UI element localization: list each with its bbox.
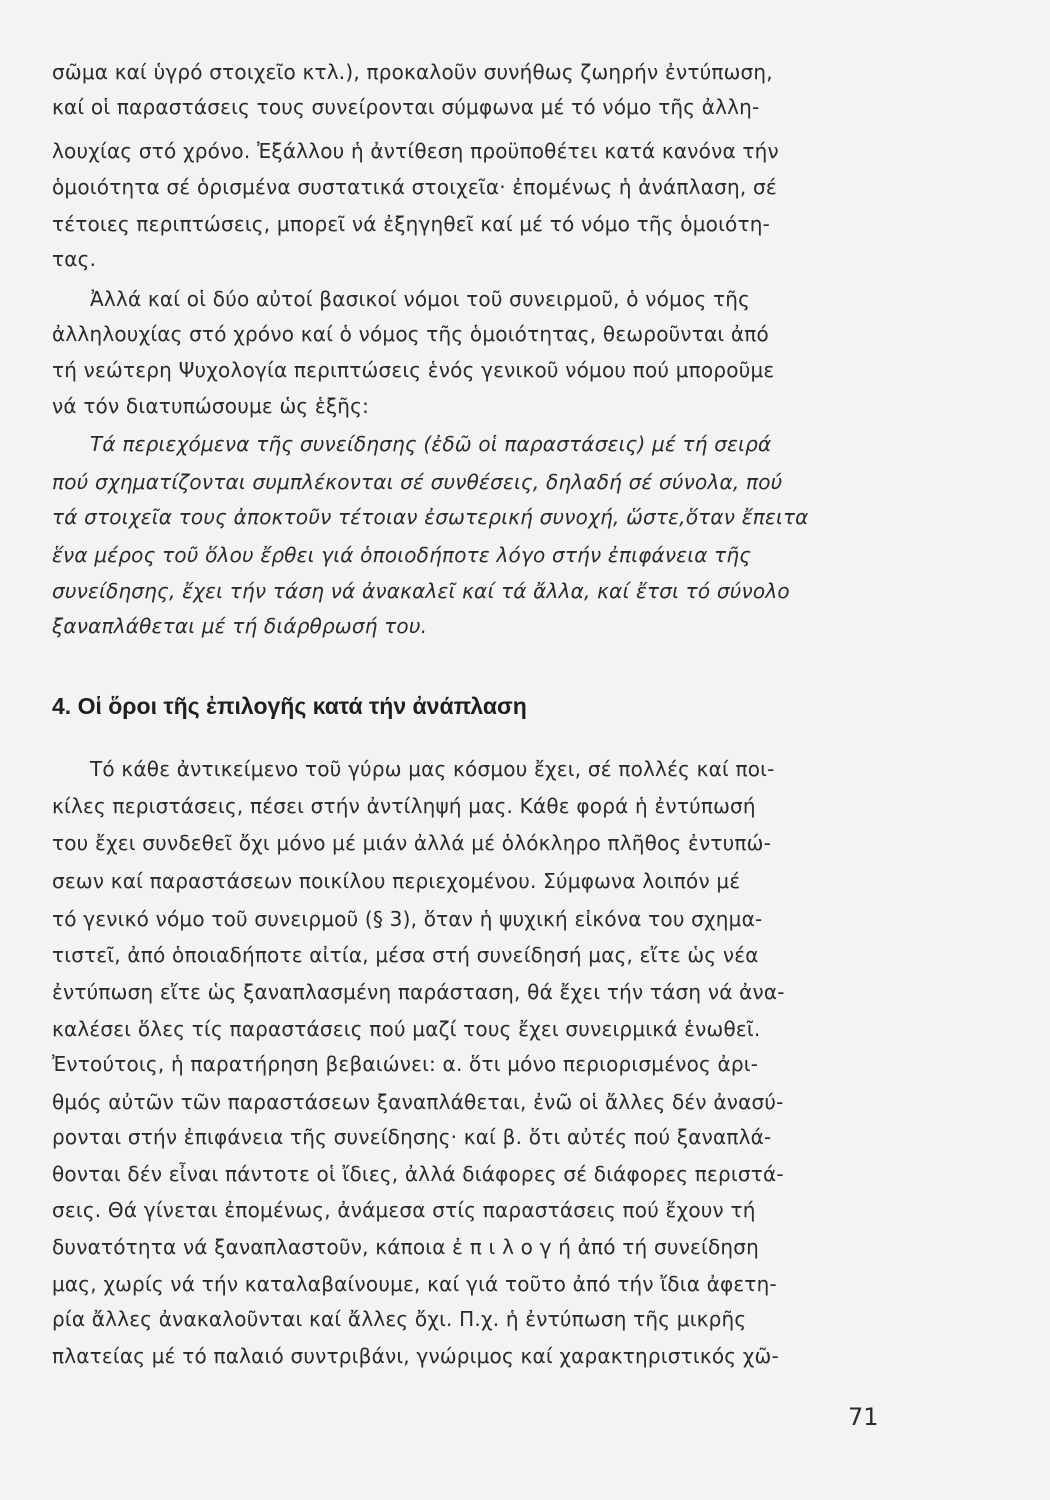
text-line: θμός αὐτῶν τῶν παραστάσεων ξαναπλάθεται, ἐνῶ οἱ ἄλλες δέν ἀνασύ- (52, 1090, 784, 1114)
text-line: καλέσει ὅλες τίς παραστάσεις πού μαζί τους ἔχει συνειρμικά ἑνωθεῖ. (52, 1017, 761, 1041)
text-line: ρία ἄλλες ἀνακαλοῦνται καί ἄλλες ὄχι. Π.χ. ἡ ἐντύπωση τῆς μικρῆς (52, 1307, 747, 1331)
text-line: δυνατότητα νά ξαναπλαστοῦν, κάποια ἐ π ι λ ο γ ή ἀπό τή συνείδηση (52, 1235, 760, 1259)
text-line: του ἔχει συνδεθεῖ ὄχι μόνο μέ μιάν ἀλλά μέ ὁλόκληρο πλῆθος ἐντυπώ- (52, 831, 771, 855)
quote-line: συνείδησης, ἔχει τήν τάση νά ἀνακαλεῖ καί τά ἄλλα, καί ἔτσι τό σύνολο (52, 579, 790, 603)
quote-line: Τά περιεχόμενα τῆς συνείδησης (ἐδῶ οἱ παραστάσεις) μέ τή σειρά (90, 432, 772, 456)
text-line: νά τόν διατυπώσουμε ὡς ἑξῆς: (52, 394, 370, 418)
text-line: ἐντύπωση εἴτε ὡς ξαναπλασμένη παράσταση, θά ἔχει τήν τάση νά ἀνα- (52, 980, 785, 1004)
text-line: τας. (52, 247, 97, 271)
text-line: καί οἱ παραστάσεις τους συνείρονται σύμφωνα μέ τό νόμο τῆς ἀλλη- (52, 95, 760, 119)
text-line: τέτοιες περιπτώσεις, μπορεῖ νά ἐξηγηθεῖ καί μέ τό νόμο τῆς ὁμοιότη- (52, 212, 771, 236)
text-line: τιστεῖ, ἀπό ὁποιαδήποτε αἰτία, μέσα στή συνείδησή μας, εἴτε ὡς νέα (52, 943, 759, 967)
section-heading: 4. Οἱ ὅροι τῆς ἐπιλογῆς κατά τήν ἀνάπλαση (52, 693, 527, 719)
quote-line: ἕνα μέρος τοῦ ὅλου ἔρθει γιά ὁποιοδήποτε λόγο στήν ἐπιφάνεια τῆς (52, 543, 752, 567)
quote-line: πού σχηματίζονται συμπλέκονται σέ συνθέσεις, δηλαδή σέ σύνολα, πού (52, 470, 783, 494)
text-line: θονται δέν εἶναι πάντοτε οἱ ἴδιες, ἀλλά διάφορες σέ διάφορες περιστά- (52, 1162, 784, 1186)
text-line: ρονται στήν ἐπιφάνεια τῆς συνείδησης· καί β. ὅτι αὐτές πού ξαναπλά- (52, 1125, 772, 1149)
text-line: μας, χωρίς νά τήν καταλαβαίνουμε, καί γιά τοῦτο ἀπό τήν ἴδια ἀφετη- (52, 1272, 777, 1296)
text-line: τό γενικό νόμο τοῦ συνειρμοῦ (§ 3), ὅταν ἡ ψυχική εἰκόνα του σχημα- (52, 907, 763, 931)
text-line: ἀλληλουχίας στό χρόνο καί ὁ νόμος τῆς ὁμοιότητας, θεωροῦνται ἀπό (52, 322, 769, 346)
text-line: ὁμοιότητα σέ ὁρισμένα συστατικά στοιχεῖα· ἐπομένως ἡ ἀνάπλαση, σέ (52, 175, 777, 199)
text-line: Ἀλλά καί οἱ δύο αὐτοί βασικοί νόμοι τοῦ συνειρμοῦ, ὁ νόμος τῆς (90, 287, 751, 311)
text-line: τή νεώτερη Ψυχολογία περιπτώσεις ἑνός γενικοῦ νόμου πού μποροῦμε (52, 358, 775, 382)
text-line: σῶμα καί ὑγρό στοιχεῖο κτλ.), προκαλοῦν συνήθως ζωηρήν ἐντύπωση, (52, 60, 773, 84)
quote-line: τά στοιχεῖα τους ἀποκτοῦν τέτοιαν ἐσωτερική συνοχή, ὥστε,ὅταν ἔπειτα (52, 505, 809, 529)
text-line: Ἐντούτοις, ἡ παρατήρηση βεβαιώνει: α. ὅτι μόνο περιορισμένος ἀρι- (52, 1052, 759, 1076)
text-line: Τό κάθε ἀντικείμενο τοῦ γύρω μας κόσμου ἔχει, σέ πολλές καί ποι- (90, 757, 775, 781)
text-line: σεων καί παραστάσεων ποικίλου περιεχομένου. Σύμφωνα λοιπόν μέ (52, 869, 741, 893)
text-line: πλατείας μέ τό παλαιό συντριβάνι, γνώριμος καί χαρακτηριστικός χῶ- (52, 1344, 779, 1368)
text-line: λουχίας στό χρόνο. Ἐξάλλου ἡ ἀντίθεση προϋποθέτει κατά κανόνα τήν (52, 139, 779, 163)
page-number: 71 (848, 1403, 879, 1431)
quote-line: ξαναπλάθεται μέ τή διάρθρωσή του. (52, 614, 428, 638)
text-line: κίλες περιστάσεις, πέσει στήν ἀντίληψή μας. Κάθε φορά ἡ ἐντύπωσή (52, 794, 756, 818)
text-line: σεις. Θά γίνεται ἐπομένως, ἀνάμεσα στίς παραστάσεις πού ἔχουν τή (52, 1198, 756, 1222)
